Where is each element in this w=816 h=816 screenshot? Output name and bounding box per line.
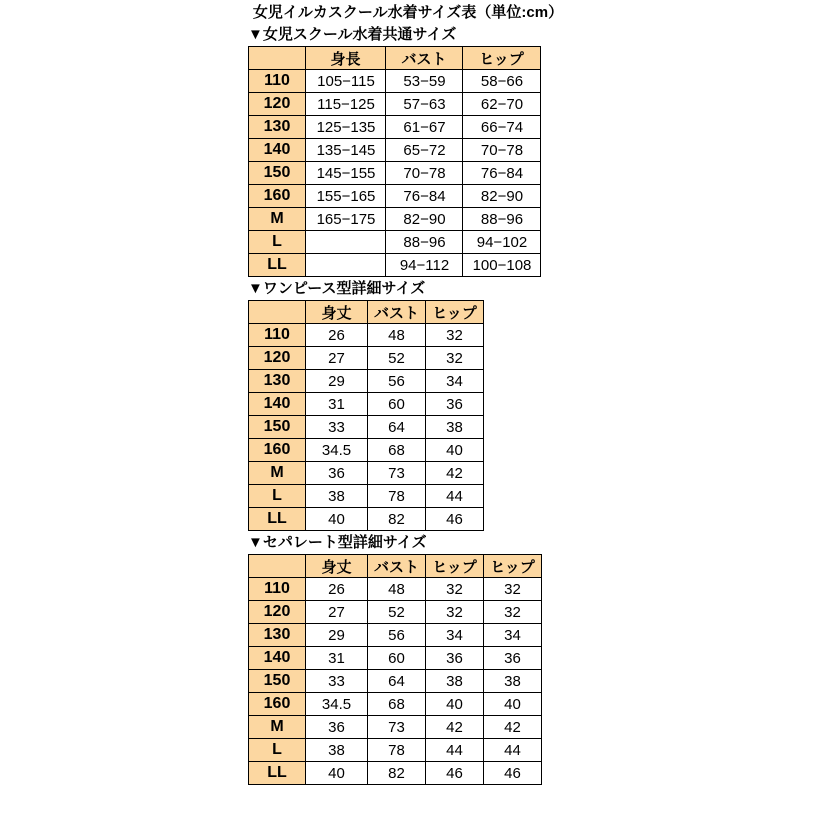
size-value: 73 <box>368 462 426 485</box>
size-label: 110 <box>249 324 306 347</box>
size-value: 29 <box>306 370 368 393</box>
size-value: 42 <box>484 716 542 739</box>
corner-cell <box>249 47 306 70</box>
size-value: 36 <box>426 647 484 670</box>
size-label: 110 <box>249 70 306 93</box>
size-value: 42 <box>426 462 484 485</box>
size-value: 145−155 <box>306 162 386 185</box>
size-value: 94−112 <box>386 254 463 277</box>
size-value: 70−78 <box>386 162 463 185</box>
table-row <box>249 647 542 670</box>
size-value: 88−96 <box>463 208 541 231</box>
table-row <box>249 116 541 139</box>
size-value: 78 <box>368 739 426 762</box>
table-row <box>249 739 542 762</box>
size-value: 27 <box>306 601 368 624</box>
table-row <box>249 370 484 393</box>
size-label: LL <box>249 508 306 531</box>
table-row <box>249 508 484 531</box>
page-title: 女児イルカスクール水着サイズ表（単位:cm） <box>252 4 564 21</box>
size-value: 65−72 <box>386 139 463 162</box>
size-value: 100−108 <box>463 254 541 277</box>
table-row <box>249 624 542 647</box>
size-value: 38 <box>484 670 542 693</box>
section-title: ▼セパレート型詳細サイズ <box>248 534 427 551</box>
size-value: 40 <box>484 693 542 716</box>
size-value: 52 <box>368 601 426 624</box>
size-value: 115−125 <box>306 93 386 116</box>
size-label: M <box>249 716 306 739</box>
size-value: 34.5 <box>306 439 368 462</box>
table-row <box>249 324 484 347</box>
size-value: 33 <box>306 670 368 693</box>
size-value: 29 <box>306 624 368 647</box>
size-value: 60 <box>368 647 426 670</box>
size-value: 68 <box>368 439 426 462</box>
size-value: 31 <box>306 647 368 670</box>
size-value: 36 <box>484 647 542 670</box>
size-value: 52 <box>368 347 426 370</box>
size-label: 130 <box>249 116 306 139</box>
size-value: 40 <box>306 762 368 785</box>
size-value: 32 <box>426 601 484 624</box>
size-value: 88−96 <box>386 231 463 254</box>
size-label: 110 <box>249 578 306 601</box>
size-value: 76−84 <box>386 185 463 208</box>
header-row <box>249 555 542 578</box>
table-row <box>249 762 542 785</box>
size-value: 105−115 <box>306 70 386 93</box>
size-value: 46 <box>426 508 484 531</box>
table-row <box>249 347 484 370</box>
size-value: 34.5 <box>306 693 368 716</box>
size-value: 36 <box>306 716 368 739</box>
column-header: バスト <box>386 47 463 70</box>
table-row <box>249 693 542 716</box>
size-value: 34 <box>426 624 484 647</box>
size-label: LL <box>249 762 306 785</box>
size-value: 53−59 <box>386 70 463 93</box>
table-section <box>248 26 816 277</box>
size-label: L <box>249 739 306 762</box>
corner-cell <box>249 301 306 324</box>
size-value: 94−102 <box>463 231 541 254</box>
corner-cell <box>249 555 306 578</box>
size-value: 26 <box>306 578 368 601</box>
size-table <box>248 554 542 785</box>
size-label: 120 <box>249 347 306 370</box>
size-label: M <box>249 462 306 485</box>
size-value: 27 <box>306 347 368 370</box>
size-label: 140 <box>249 647 306 670</box>
size-value: 44 <box>484 739 542 762</box>
table-row <box>249 208 541 231</box>
size-value: 56 <box>368 370 426 393</box>
size-table <box>248 300 484 531</box>
size-value: 40 <box>306 508 368 531</box>
table-row <box>249 439 484 462</box>
size-value: 64 <box>368 670 426 693</box>
size-label: M <box>249 208 306 231</box>
size-table <box>248 46 541 277</box>
size-value: 38 <box>306 485 368 508</box>
size-value: 42 <box>426 716 484 739</box>
size-value: 48 <box>368 578 426 601</box>
header-row <box>249 301 484 324</box>
size-label: L <box>249 485 306 508</box>
size-value: 34 <box>426 370 484 393</box>
size-value: 34 <box>484 624 542 647</box>
size-value: 57−63 <box>386 93 463 116</box>
table-body <box>249 578 542 785</box>
size-label: 160 <box>249 185 306 208</box>
size-value: 44 <box>426 739 484 762</box>
column-header: ヒップ <box>426 301 484 324</box>
size-value: 82 <box>368 508 426 531</box>
table-row <box>249 670 542 693</box>
size-value: 46 <box>426 762 484 785</box>
column-header: バスト <box>368 555 426 578</box>
size-value: 32 <box>426 324 484 347</box>
table-row <box>249 485 484 508</box>
size-value: 125−135 <box>306 116 386 139</box>
size-label: LL <box>249 254 306 277</box>
table-row <box>249 416 484 439</box>
size-value: 38 <box>306 739 368 762</box>
size-label: 130 <box>249 624 306 647</box>
table-row <box>249 139 541 162</box>
size-value: 38 <box>426 670 484 693</box>
table-row <box>249 185 541 208</box>
table-section <box>248 534 816 785</box>
table-row <box>249 716 542 739</box>
size-label: 140 <box>249 139 306 162</box>
table-body <box>249 324 484 531</box>
size-label: 120 <box>249 93 306 116</box>
size-value: 31 <box>306 393 368 416</box>
size-label: 120 <box>249 601 306 624</box>
size-value: 46 <box>484 762 542 785</box>
table-row <box>249 162 541 185</box>
size-value: 61−67 <box>386 116 463 139</box>
table-section <box>248 280 816 531</box>
size-value: 32 <box>484 601 542 624</box>
table-row <box>249 254 541 277</box>
size-value: 26 <box>306 324 368 347</box>
column-header: 身長 <box>306 47 386 70</box>
size-value: 73 <box>368 716 426 739</box>
size-value: 33 <box>306 416 368 439</box>
table-body <box>249 70 541 277</box>
size-value: 78 <box>368 485 426 508</box>
column-header: ヒップ <box>463 47 541 70</box>
size-value: 68 <box>368 693 426 716</box>
size-value <box>306 231 386 254</box>
size-value: 44 <box>426 485 484 508</box>
size-value: 62−70 <box>463 93 541 116</box>
size-value: 60 <box>368 393 426 416</box>
size-value: 64 <box>368 416 426 439</box>
size-value: 58−66 <box>463 70 541 93</box>
table-row <box>249 462 484 485</box>
size-label: 160 <box>249 693 306 716</box>
size-value: 82−90 <box>386 208 463 231</box>
size-label: 150 <box>249 162 306 185</box>
size-value: 38 <box>426 416 484 439</box>
size-value: 155−165 <box>306 185 386 208</box>
size-value: 66−74 <box>463 116 541 139</box>
table-row <box>249 70 541 93</box>
size-value: 48 <box>368 324 426 347</box>
size-value: 165−175 <box>306 208 386 231</box>
table-row <box>249 93 541 116</box>
size-value <box>306 254 386 277</box>
size-label: 160 <box>249 439 306 462</box>
header-row <box>249 47 541 70</box>
column-header: 身丈 <box>306 555 368 578</box>
size-label: 150 <box>249 670 306 693</box>
size-value: 36 <box>426 393 484 416</box>
size-value: 135−145 <box>306 139 386 162</box>
table-row <box>249 231 541 254</box>
table-row <box>249 393 484 416</box>
size-value: 36 <box>306 462 368 485</box>
size-label: L <box>249 231 306 254</box>
section-title: ▼ワンピース型詳細サイズ <box>248 280 426 297</box>
table-row <box>249 578 542 601</box>
size-value: 76−84 <box>463 162 541 185</box>
column-header: バスト <box>368 301 426 324</box>
column-header: ヒップ <box>484 555 542 578</box>
size-value: 32 <box>426 578 484 601</box>
size-tables-container <box>0 26 816 785</box>
size-value: 32 <box>426 347 484 370</box>
size-label: 130 <box>249 370 306 393</box>
size-value: 32 <box>484 578 542 601</box>
size-value: 82−90 <box>463 185 541 208</box>
table-row <box>249 601 542 624</box>
size-value: 56 <box>368 624 426 647</box>
size-value: 40 <box>426 693 484 716</box>
size-value: 82 <box>368 762 426 785</box>
size-value: 40 <box>426 439 484 462</box>
column-header: ヒップ <box>426 555 484 578</box>
column-header: 身丈 <box>306 301 368 324</box>
size-value: 70−78 <box>463 139 541 162</box>
size-label: 150 <box>249 416 306 439</box>
size-label: 140 <box>249 393 306 416</box>
section-title: ▼女児スクール水着共通サイズ <box>248 26 457 43</box>
